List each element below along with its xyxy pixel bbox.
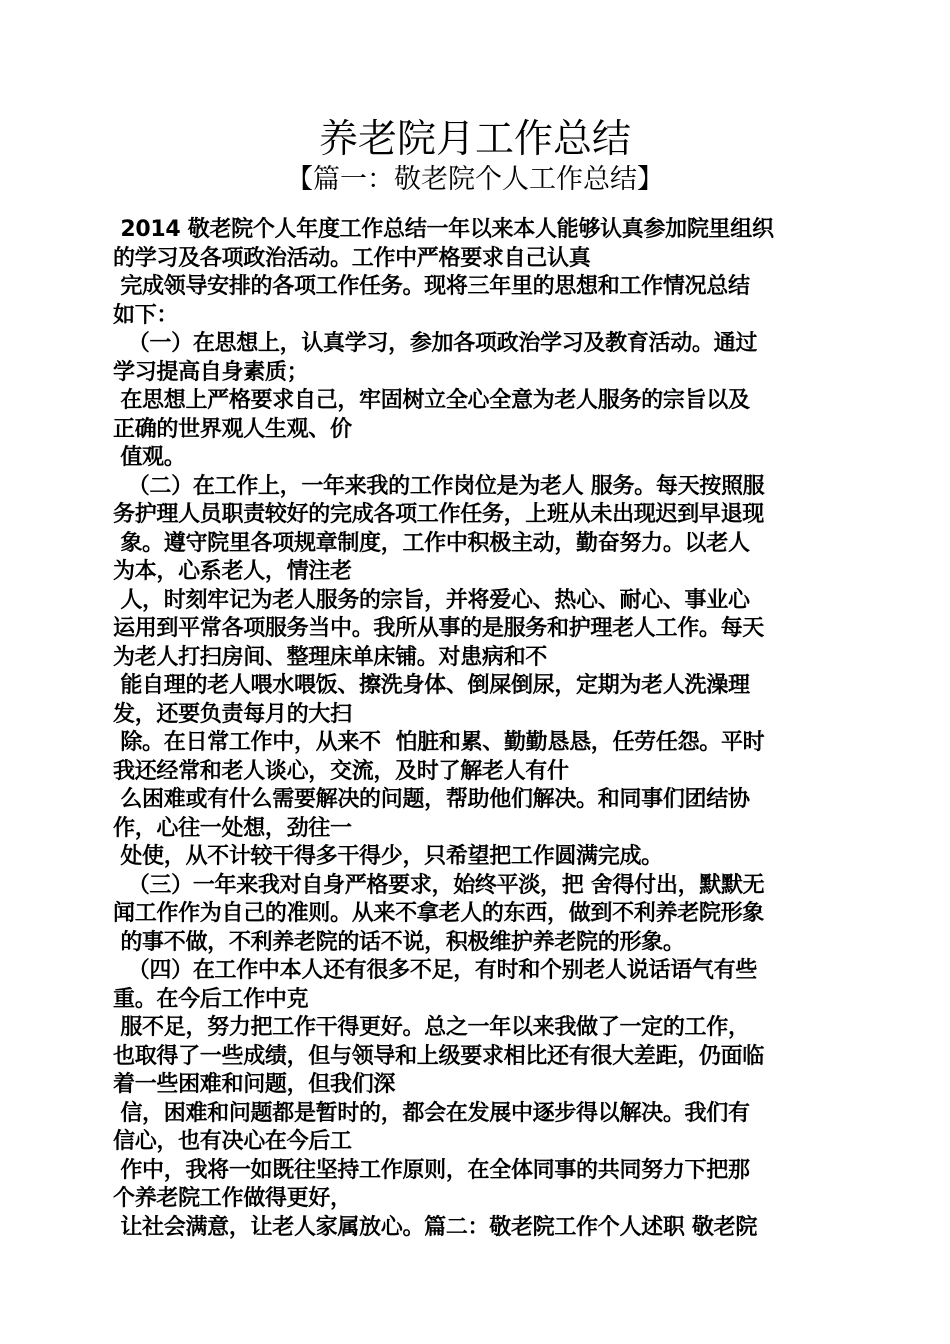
- body-line: 处使，从不计较干得多干得少，只希望把工作圆满完成。: [113, 844, 663, 869]
- document-subtitle: 【篇一：敬老院个人工作总结】: [286, 164, 664, 195]
- body-line: 我还经常和老人谈心，交流，及时了解老人有什: [113, 758, 569, 784]
- body-line: 作中，我将一如既往坚持工作原则，在全体同事的共同努力下把那: [113, 1157, 750, 1183]
- document-body: [113, 216, 843, 1242]
- body-line: 服不足，努力把工作干得更好。总之一年以来我做了一定的工作，: [113, 1015, 750, 1040]
- body-line: 的学习及各项政治活动。工作中严格要求自己认真: [113, 245, 591, 271]
- body-line: 让社会满意，让老人家属放心。篇二：敬老院工作个人述职 敬老院: [113, 1214, 758, 1240]
- body-line: 为本，心系老人，情注老: [113, 559, 352, 584]
- body-line: 信心，也有决心在今后工: [113, 1129, 352, 1154]
- body-line: （四）在工作中本人还有很多不足，有时和个别老人说话语气有些: [113, 958, 758, 983]
- body-line: 信，困难和问题都是暂时的，都会在发展中逐步得以解决。我们有: [113, 1100, 750, 1126]
- body-line: 正确的世界观人生观、价: [113, 416, 352, 442]
- body-line: 2014 敬老院个人年度工作总结一年以来本人能够认真参加院里组织: [113, 217, 774, 242]
- body-line: 着一些困难和问题，但我们深: [113, 1072, 396, 1097]
- body-line: 人，时刻牢记为老人服务的宗旨，并将爱心、热心、耐心、事业心: [113, 587, 750, 613]
- body-line: 个养老院工作做得更好，: [113, 1186, 352, 1211]
- body-line: 发，还要负责每月的大扫: [113, 701, 352, 727]
- body-line: 值观。: [113, 445, 186, 470]
- body-line: （三）一年来我对自身严格要求，始终平淡，把 舍得付出，默默无: [113, 872, 765, 898]
- body-line: 学习提高自身素质；: [113, 359, 309, 385]
- body-line: （二）在工作上，一年来我的工作岗位是为老人 服务。每天按照服: [113, 473, 765, 499]
- body-line: 能自理的老人喂水喂饭、擦洗身体、倒屎倒尿，定期为老人洗澡理: [113, 673, 750, 698]
- body-line: 么困难或有什么需要解决的问题，帮助他们解决。和同事们团结协: [113, 787, 750, 812]
- body-line: 为老人打扫房间、整理床单床铺。对患病和不: [113, 644, 548, 670]
- body-line: 作，心往一处想，劲往一: [113, 815, 352, 841]
- document-title: 养老院月工作总结: [318, 117, 631, 162]
- body-line: 除。在日常工作中，从来不 怕脏和累、勤勤恳恳，任劳任怨。平时: [113, 730, 765, 755]
- body-line: 务护理人员职责较好的完成各项工作任务，上班从未出现迟到早退现: [113, 502, 765, 527]
- body-line: （一）在思想上，认真学习，参加各项政治学习及教育活动。通过: [113, 331, 758, 356]
- body-line: 的事不做，不利养老院的话不说，积极维护养老院的形象。: [113, 929, 685, 955]
- body-line: 重。在今后工作中克: [113, 986, 309, 1012]
- body-line: 象。遵守院里各项规章制度，工作中积极主动，勤奋努力。以老人: [113, 530, 750, 556]
- body-line: 完成领导安排的各项工作任务。现将三年里的思想和工作情况总结: [113, 274, 750, 299]
- body-line: 闻工作作为自己的准则。从来不拿老人的东西，做到不利养老院形象: [113, 901, 765, 926]
- body-line: 也取得了一些成绩，但与领导和上级要求相比还有很大差距，仍面临: [113, 1043, 765, 1069]
- body-line: 运用到平常各项服务当中。我所从事的是服务和护理老人工作。每天: [113, 616, 765, 641]
- body-line: 在思想上严格要求自己，牢固树立全心全意为老人服务的宗旨以及: [113, 388, 750, 413]
- body-line: 如下：: [113, 302, 179, 328]
